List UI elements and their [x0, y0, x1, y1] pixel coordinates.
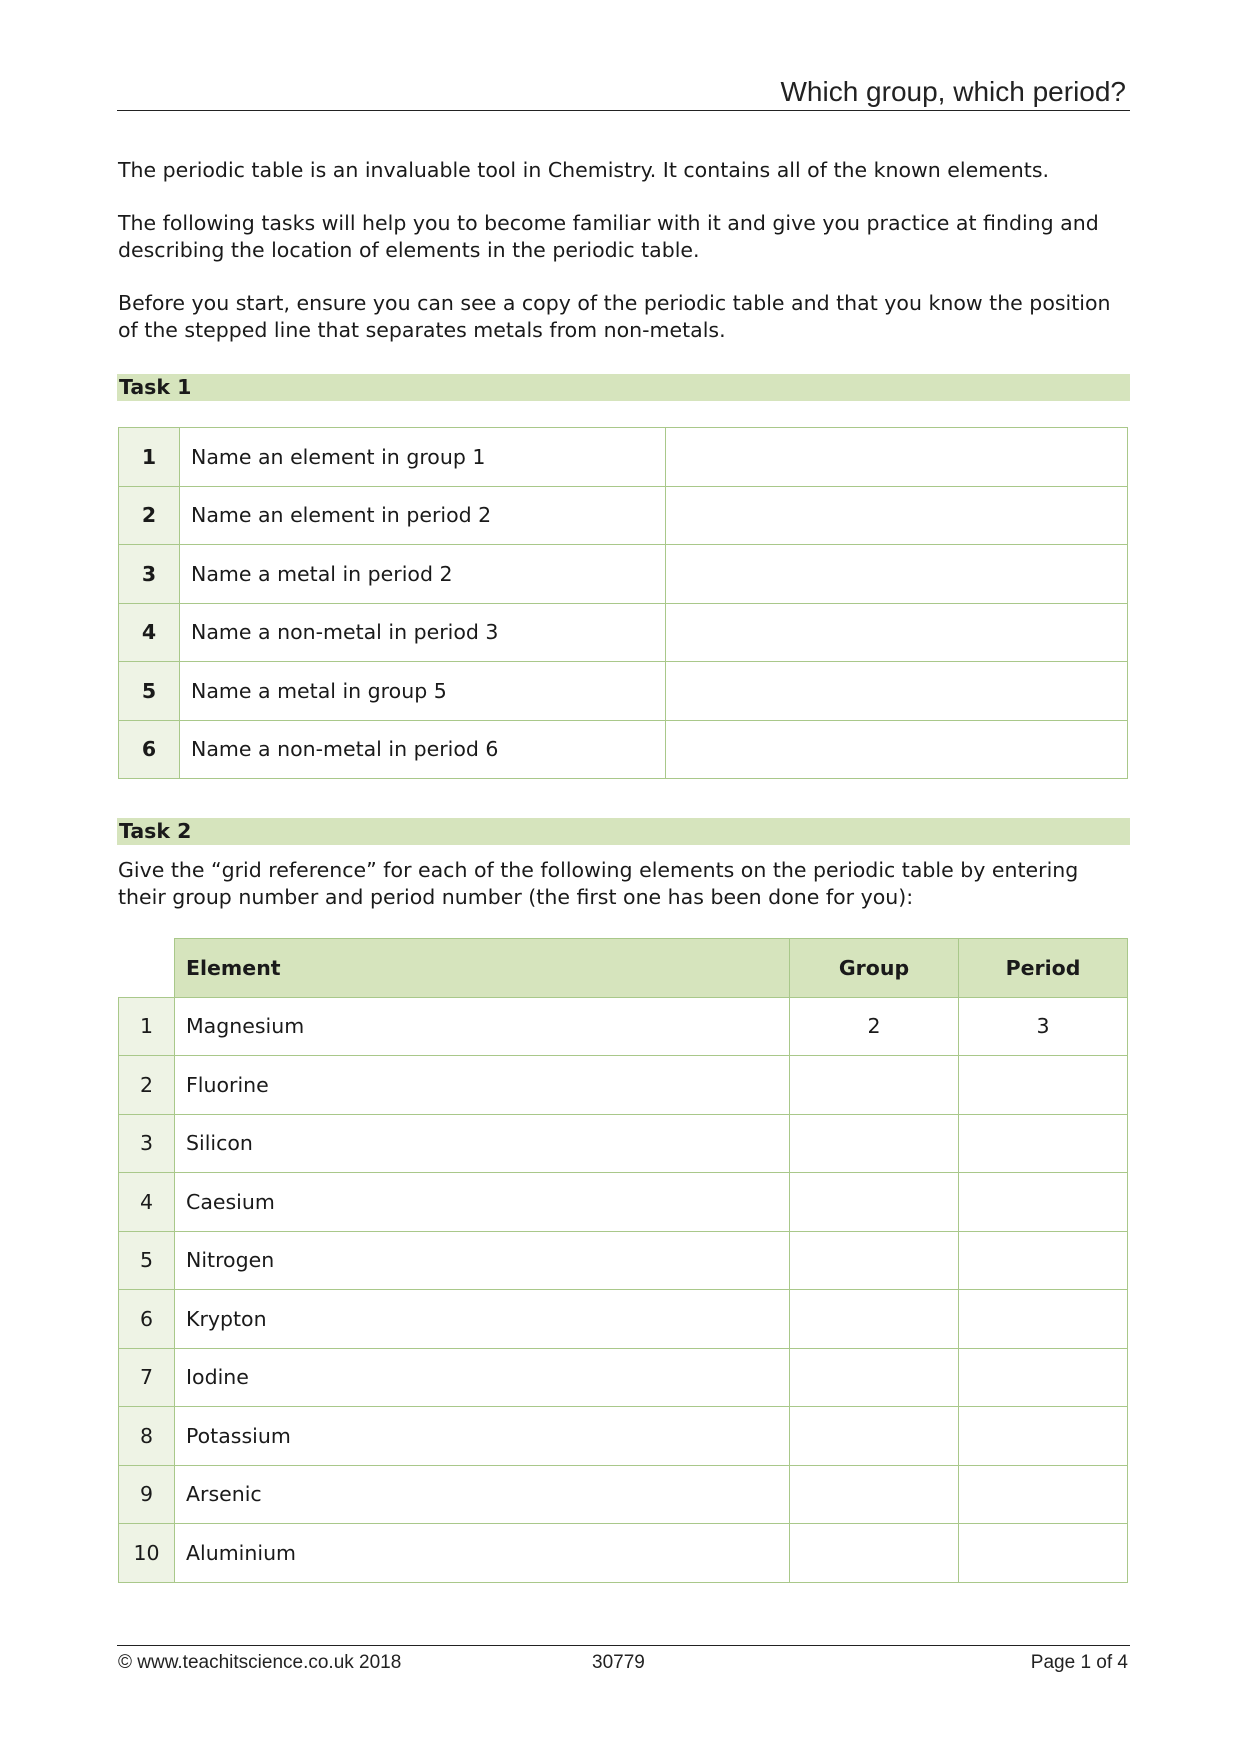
column-header-period: Period: [959, 939, 1128, 998]
period-cell[interactable]: [959, 1407, 1128, 1466]
table-row: [119, 1290, 1128, 1349]
table-row: [119, 1056, 1128, 1115]
table-row: [119, 545, 1128, 604]
task2-heading: Task 2: [117, 818, 1130, 845]
task1-table: [118, 427, 1128, 779]
intro-paragraph-2: The following tasks will help you to become familiar with it and give you practice at finding and describing the location of elements in the periodic table.: [118, 211, 1099, 262]
group-cell[interactable]: [790, 1173, 959, 1232]
task2-table: [118, 938, 1128, 1583]
element-name: Potassium: [175, 1407, 790, 1466]
period-cell[interactable]: [959, 1173, 1128, 1232]
element-name: Iodine: [175, 1348, 790, 1407]
table-row: [119, 1348, 1128, 1407]
row-number: 2: [119, 1056, 175, 1115]
element-name: Magnesium: [175, 997, 790, 1056]
period-cell[interactable]: [959, 1056, 1128, 1115]
element-name: Nitrogen: [175, 1231, 790, 1290]
element-name: Aluminium: [175, 1524, 790, 1583]
table-row: [119, 1173, 1128, 1232]
group-cell[interactable]: [790, 1407, 959, 1466]
group-cell[interactable]: [790, 1231, 959, 1290]
footer-page-number: Page 1 of 4: [1030, 1652, 1128, 1673]
answer-cell[interactable]: [666, 545, 1128, 604]
column-header-group: Group: [790, 939, 959, 998]
task2-instructions: Give the “grid reference” for each of the following elements on the periodic table by entering their group number and period number (the first one has been done for you):: [118, 858, 1079, 909]
period-cell[interactable]: [959, 1231, 1128, 1290]
period-cell[interactable]: [959, 1290, 1128, 1349]
header-blank-cell: [119, 939, 175, 998]
question-number: 1: [119, 428, 180, 487]
row-number: 1: [119, 997, 175, 1056]
period-cell[interactable]: [959, 1524, 1128, 1583]
group-cell[interactable]: [790, 1348, 959, 1407]
element-name: Silicon: [175, 1114, 790, 1173]
answer-cell[interactable]: [666, 486, 1128, 545]
page-title: Which group, which period?: [780, 76, 1126, 107]
element-name: Arsenic: [175, 1465, 790, 1524]
answer-cell[interactable]: [666, 428, 1128, 487]
row-number: 7: [119, 1348, 175, 1407]
group-cell[interactable]: [790, 1056, 959, 1115]
element-name: Caesium: [175, 1173, 790, 1232]
group-cell[interactable]: [790, 1465, 959, 1524]
column-header-element: Element: [175, 939, 790, 998]
element-name: Fluorine: [175, 1056, 790, 1115]
group-cell[interactable]: [790, 1524, 959, 1583]
answer-cell[interactable]: [666, 662, 1128, 721]
table-row: [119, 1231, 1128, 1290]
question-number: 5: [119, 662, 180, 721]
answer-cell[interactable]: [666, 720, 1128, 779]
footer-code: 30779: [592, 1652, 645, 1673]
table-row: [119, 1465, 1128, 1524]
period-cell[interactable]: [959, 1114, 1128, 1173]
row-number: 8: [119, 1407, 175, 1466]
question-text: Name an element in period 2: [180, 486, 666, 545]
task1-heading: Task 1: [117, 374, 1130, 401]
row-number: 4: [119, 1173, 175, 1232]
period-cell[interactable]: [959, 1348, 1128, 1407]
table-row: [119, 997, 1128, 1056]
question-text: Name an element in group 1: [180, 428, 666, 487]
row-number: 9: [119, 1465, 175, 1524]
table-row: [119, 428, 1128, 487]
question-text: Name a metal in group 5: [180, 662, 666, 721]
footer-copyright: © www.teachitscience.co.uk 2018: [118, 1652, 402, 1673]
element-name: Krypton: [175, 1290, 790, 1349]
question-text: Name a non-metal in period 6: [180, 720, 666, 779]
table-header-row: [119, 939, 1128, 998]
intro-paragraph-1: The periodic table is an invaluable tool in Chemistry. It contains all of the known elements.: [118, 158, 1050, 182]
table-row: [119, 1114, 1128, 1173]
answer-cell[interactable]: [666, 603, 1128, 662]
table-row: [119, 662, 1128, 721]
table-row: [119, 720, 1128, 779]
question-number: 3: [119, 545, 180, 604]
question-text: Name a metal in period 2: [180, 545, 666, 604]
table-row: [119, 1524, 1128, 1583]
period-cell[interactable]: [959, 1465, 1128, 1524]
row-number: 10: [119, 1524, 175, 1583]
row-number: 3: [119, 1114, 175, 1173]
question-number: 4: [119, 603, 180, 662]
table-row: [119, 603, 1128, 662]
question-number: 6: [119, 720, 180, 779]
page-footer: [117, 1645, 1130, 1673]
question-number: 2: [119, 486, 180, 545]
intro-paragraph-3: Before you start, ensure you can see a copy of the periodic table and that you know the position of the stepped line that separates metals from non-metals.: [118, 291, 1111, 342]
row-number: 5: [119, 1231, 175, 1290]
group-cell[interactable]: [790, 1114, 959, 1173]
question-text: Name a non-metal in period 3: [180, 603, 666, 662]
group-cell[interactable]: [790, 1290, 959, 1349]
group-cell[interactable]: 2: [790, 997, 959, 1056]
table-row: [119, 1407, 1128, 1466]
period-cell[interactable]: 3: [959, 997, 1128, 1056]
row-number: 6: [119, 1290, 175, 1349]
table-row: [119, 486, 1128, 545]
page-header: [117, 72, 1130, 111]
